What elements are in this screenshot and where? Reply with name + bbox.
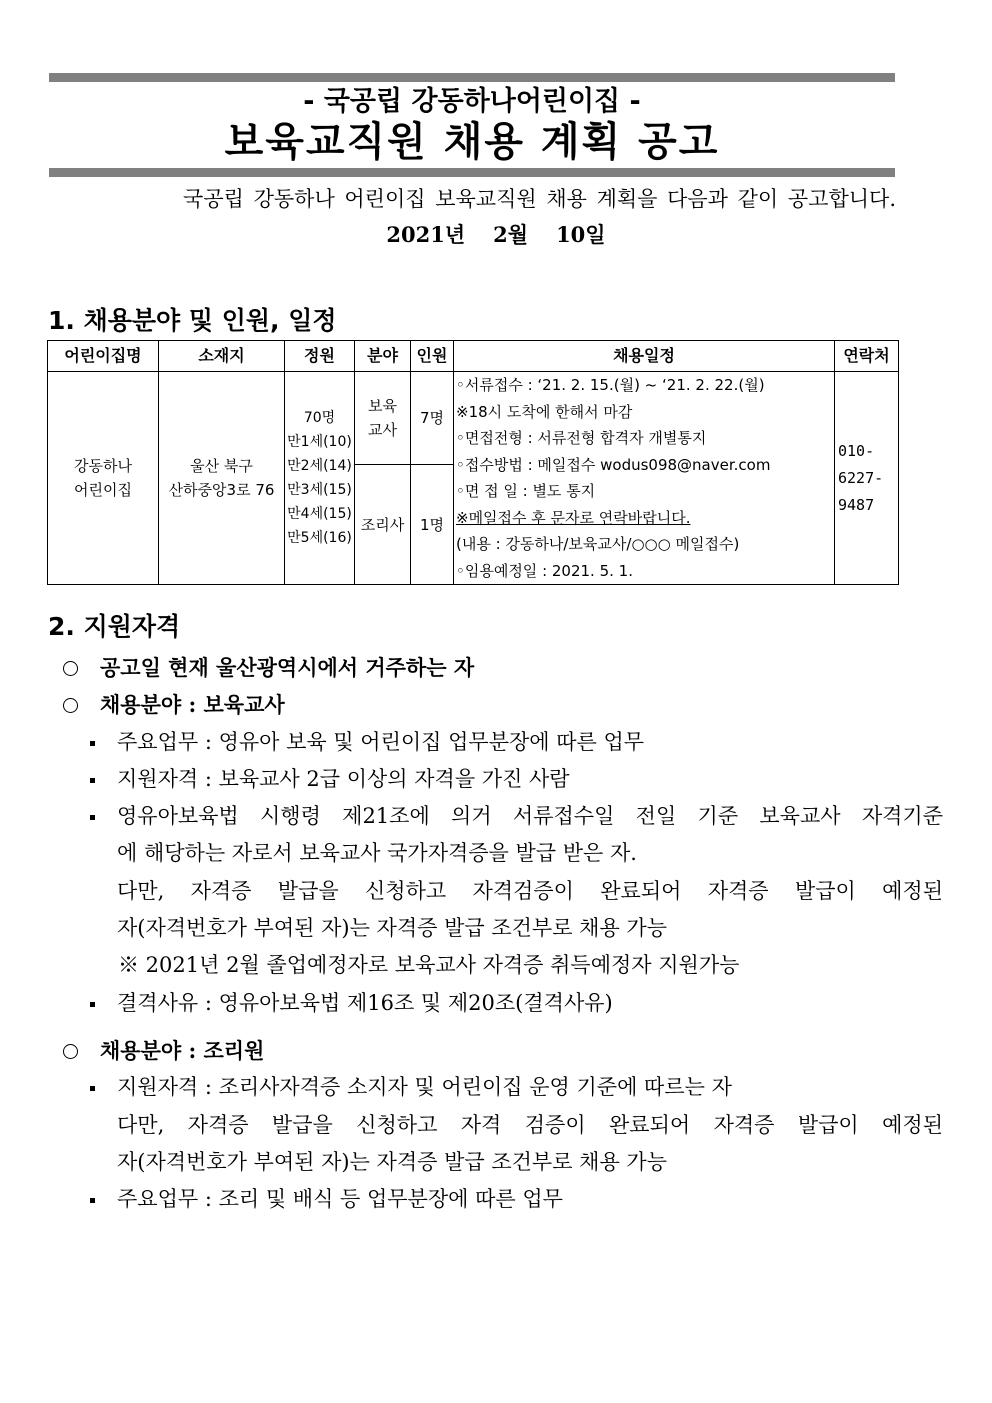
list-item: 공고일 현재 울산광역시에서 거주하는 자 [60,649,960,686]
table-row [48,372,899,465]
list-item: 결격사유 : 영유아보육법 제16조 및 제20조(결격사유) [60,985,960,1022]
recruitment-table [47,340,899,585]
table-header: 분야 [355,341,411,372]
count-cell-teacher: 7명 [411,372,454,465]
field-cell-teacher: 보육 교사 [355,372,411,465]
notice-title: 보육교직원 채용 계획 공고 [224,119,720,165]
date-day: 10일 [556,222,606,247]
field-cell-cook: 조리사 [355,465,411,585]
list-item-continued: 다만, 자격증 발급을 신청하고 자격 검증이 완료되어 자격증 발급이 예정된 [117,1112,943,1137]
list-item: 영유아보육법 시행령 제21조에 의거 서류접수일 전일 기준 보육교사 자격기준 [60,798,943,835]
intro-text: 국공립 강동하나 어린이집 보육교직원 채용 계획을 다음과 같이 공고합니다. [183,187,896,211]
table-header: 정원 [285,341,355,372]
list-item: 채용분야 : 보육교사 [60,686,960,723]
table-header-row [48,341,899,372]
list-item-note: ※ 2021년 2월 졸업예정자로 보육교사 자격증 취득예정자 지원가능 [118,953,740,978]
list-item: 주요업무 : 영유아 보육 및 어린이집 업무분장에 따른 업무 [60,724,960,761]
schedule-cell: ◦서류접수 : ‘21. 2. 15.(월) ~ ‘21. 2. 22.(월) ※18시 도착에 한해서 마감 ◦면접전형 : 서류전형 합격자 개별통지 ◦접수방법 : 메일접수 wodus098@naver.com ◦면 접 일 : 별도 통지 ※메일접수 후 문자로 연락바랍니다. (내용 : 강동하나/보육교사/○○○ 메일접수) ◦임용예정일 : 2021. 5. 1. [454,372,835,585]
location-cell: 울산 북구 산하중앙3로 76 [159,372,285,585]
table-header: 인원 [411,341,454,372]
list-item: 지원자격 : 조리사자격증 소지자 및 어린이집 운영 기준에 따르는 자 [60,1069,960,1106]
section-heading-qualifications: 2. 지원자격 [48,612,181,641]
list-item: 지원자격 : 보육교사 2급 이상의 자격을 가진 사람 [60,761,960,798]
notice-date [0,220,992,250]
list-item-continued: 에 해당하는 자로서 보육교사 국가자격증을 발급 받은 자. [117,841,637,866]
count-cell-cook: 1명 [411,465,454,585]
header-top-bar [49,73,895,82]
table-header: 채용일정 [454,341,835,372]
date-year: 2021년 [386,222,466,247]
list-item: 채용분야 : 조리원 [60,1032,960,1069]
table-header: 연락처 [835,341,899,372]
qualifications-list [60,649,960,1218]
center-name-cell: 강동하나 어린이집 [48,372,159,585]
list-item-continued: 자(자격번호가 부여된 자)는 자격증 발급 조건부로 채용 가능 [117,1149,667,1174]
table-header: 소재지 [159,341,285,372]
list-item-continued: 자(자격번호가 부여된 자)는 자격증 발급 조건부로 채용 가능 [117,916,667,941]
list-item: 주요업무 : 조리 및 배식 등 업무분장에 따른 업무 [60,1181,960,1218]
date-month: 2월 [493,222,529,247]
capacity-cell: 70명 만1세(10) 만2세(14) 만3세(15) 만4세(15) 만5세(16) [285,372,355,585]
header-bottom-bar [49,168,895,177]
section-heading-recruitment: 1. 채용분야 및 인원, 일정 [48,306,337,335]
table-header: 어린이집명 [48,341,159,372]
list-item-continued: 다만, 자격증 발급을 신청하고 자격검증이 완료되어 자격증 발급이 예정된 [117,878,943,903]
contact-cell: 010- 6227- 9487 [835,372,899,585]
notice-subtitle: - 국공립 강동하나어린이집 - [303,86,641,117]
